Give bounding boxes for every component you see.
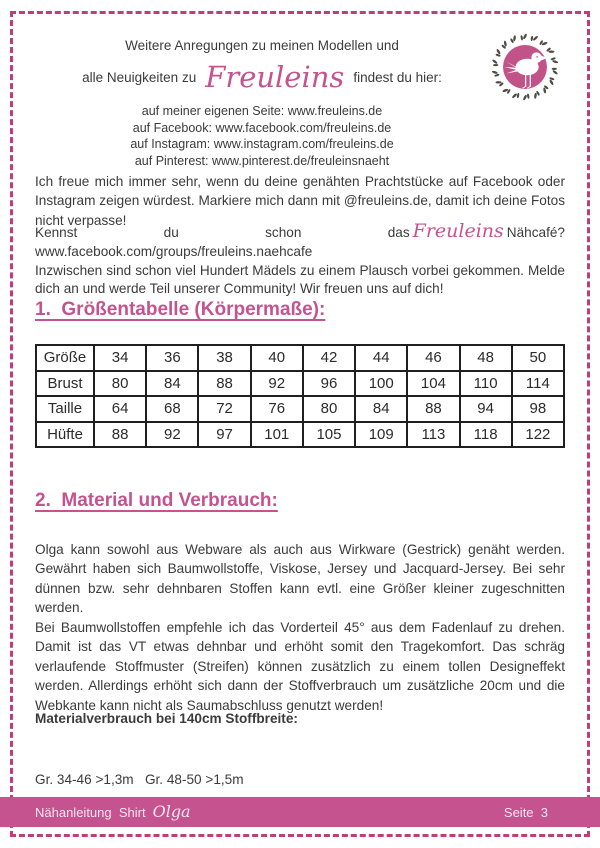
table-cell: 109 [355,422,407,448]
material-usage-title: Materialverbrauch bei 140cm Stoffbreite: [35,710,298,726]
link-instagram: auf Instagram: www.instagram.com/freuleins.de [130,137,394,151]
table-cell: 101 [251,422,303,448]
table-cell: 46 [407,345,459,371]
table-cell: 76 [251,396,303,422]
brand-line-pre: alle Neuigkeiten zu [82,69,197,85]
header-intro-line: Weitere Anregungen zu meinen Modellen und [125,38,399,53]
row-label: Hüfte [36,422,94,448]
table-cell: 38 [198,345,250,371]
table-cell: 110 [460,371,512,397]
brand-line-post: findest du hier: [353,69,442,85]
table-cell: 105 [303,422,355,448]
footer-document-title [35,804,191,820]
table-cell: 68 [146,396,198,422]
table-cell: 50 [512,345,564,371]
table-cell: 48 [460,345,512,371]
table-cell: 40 [251,345,303,371]
table-cell: 98 [512,396,564,422]
footer-pattern-name: Olga [152,802,191,821]
table-cell: 92 [146,422,198,448]
link-facebook: auf Facebook: www.facebook.com/freuleins.de [132,120,392,135]
table-cell: 88 [94,422,146,448]
table-cell: 80 [94,371,146,397]
table-cell: 42 [303,345,355,371]
table-cell: 34 [94,345,146,371]
header [28,38,496,169]
brand-wordmark: Freuleins [205,59,345,94]
section1-title: 1. Größentabelle (Körpermaße): [35,299,326,320]
header-brand-line [28,60,496,94]
link-pinterest: auf Pinterest: www.pinterest.de/freuleinsnaeht [134,153,390,168]
community-line2: Inzwischen sind schon viel Hundert Mädels zu einem Plausch vorbei gekommen. Melde dich an und werde Teil unserer Community! Wir freuen uns auf dich! [35,262,565,297]
footer-title-text: Nähanleitung Shirt [35,804,146,820]
table-cell: 72 [198,396,250,422]
community-post: Nähcafé? www.facebook.com/groups/freuleins.naehcafe [35,225,565,259]
table-cell: 88 [198,371,250,397]
footer-page-number: Seite 3 [503,804,548,820]
table-cell: 88 [407,396,459,422]
link-website: auf meiner eigenen Seite: www.freuleins.de [141,104,383,118]
bird-wreath-icon [489,31,561,103]
material-usage-values: Gr. 34-46 >1,3m Gr. 48-50 >1,5m [35,771,244,787]
table-cell: 100 [355,371,407,397]
table-cell: 80 [303,396,355,422]
table-cell: 122 [512,422,564,448]
table-cell: 84 [355,396,407,422]
table-cell: 113 [407,422,459,448]
table-cell: 94 [460,396,512,422]
brand-wordmark-inline: Freuleins [412,220,504,242]
table-cell: 36 [146,345,198,371]
row-label: Brust [36,371,94,397]
table-cell: 118 [460,422,512,448]
intro-paragraph: Ich freue mich immer sehr, wenn du deine genähten Prachtstücke auf Facebook oder Instagram zeigen würdest. Markiere mich dann mit @freuleins.de, damit ich deine Fotos nicht verpasse! [35,174,565,228]
section2-paragraph-2: Bei Baumwollstoffen empfehle ich das Vorderteil 45° aus dem Fadenlauf zu drehen. Damit ist das VT etwas dehnbar und erhöht somit den Tragekomfort. Das schräg verlaufende Stoffmuster (Streifen) können zusätzlich zu einem tollen Designeffekt werden. Allerdings erhöht sich dann der Stoffverbrauch um zusätzliche 20cm und die Webkante kann nicht als Saumabschluss genutzt werden! [35,619,565,713]
row-label: Taille [36,396,94,422]
section2-paragraph-1: Olga kann sowohl aus Webware als auch aus Wirkware (Gestrick) genäht werden. Gewährt haben sich Baumwollstoffe, Viskose, Jersey und Jacquard-Jersey. Bei sehr dünnen bzw. sehr dehnbaren Stoffen kann evtl. eine Größer kleiner zugeschnitten werden. [35,542,565,616]
row-label: Größe [36,345,94,371]
community-pre: Kennst du schon das [35,225,410,240]
freuleins-logo [489,31,561,103]
table-cell: 96 [303,371,355,397]
table-cell: 64 [94,396,146,422]
section2-title: 2. Material und Verbrauch: [35,490,278,511]
table-cell: 92 [251,371,303,397]
table-cell: 84 [146,371,198,397]
footer-bar [0,797,600,827]
table-cell: 104 [407,371,459,397]
table-cell: 97 [198,422,250,448]
table-cell: 114 [512,371,564,397]
social-links-list [28,103,496,169]
table-cell: 44 [355,345,407,371]
